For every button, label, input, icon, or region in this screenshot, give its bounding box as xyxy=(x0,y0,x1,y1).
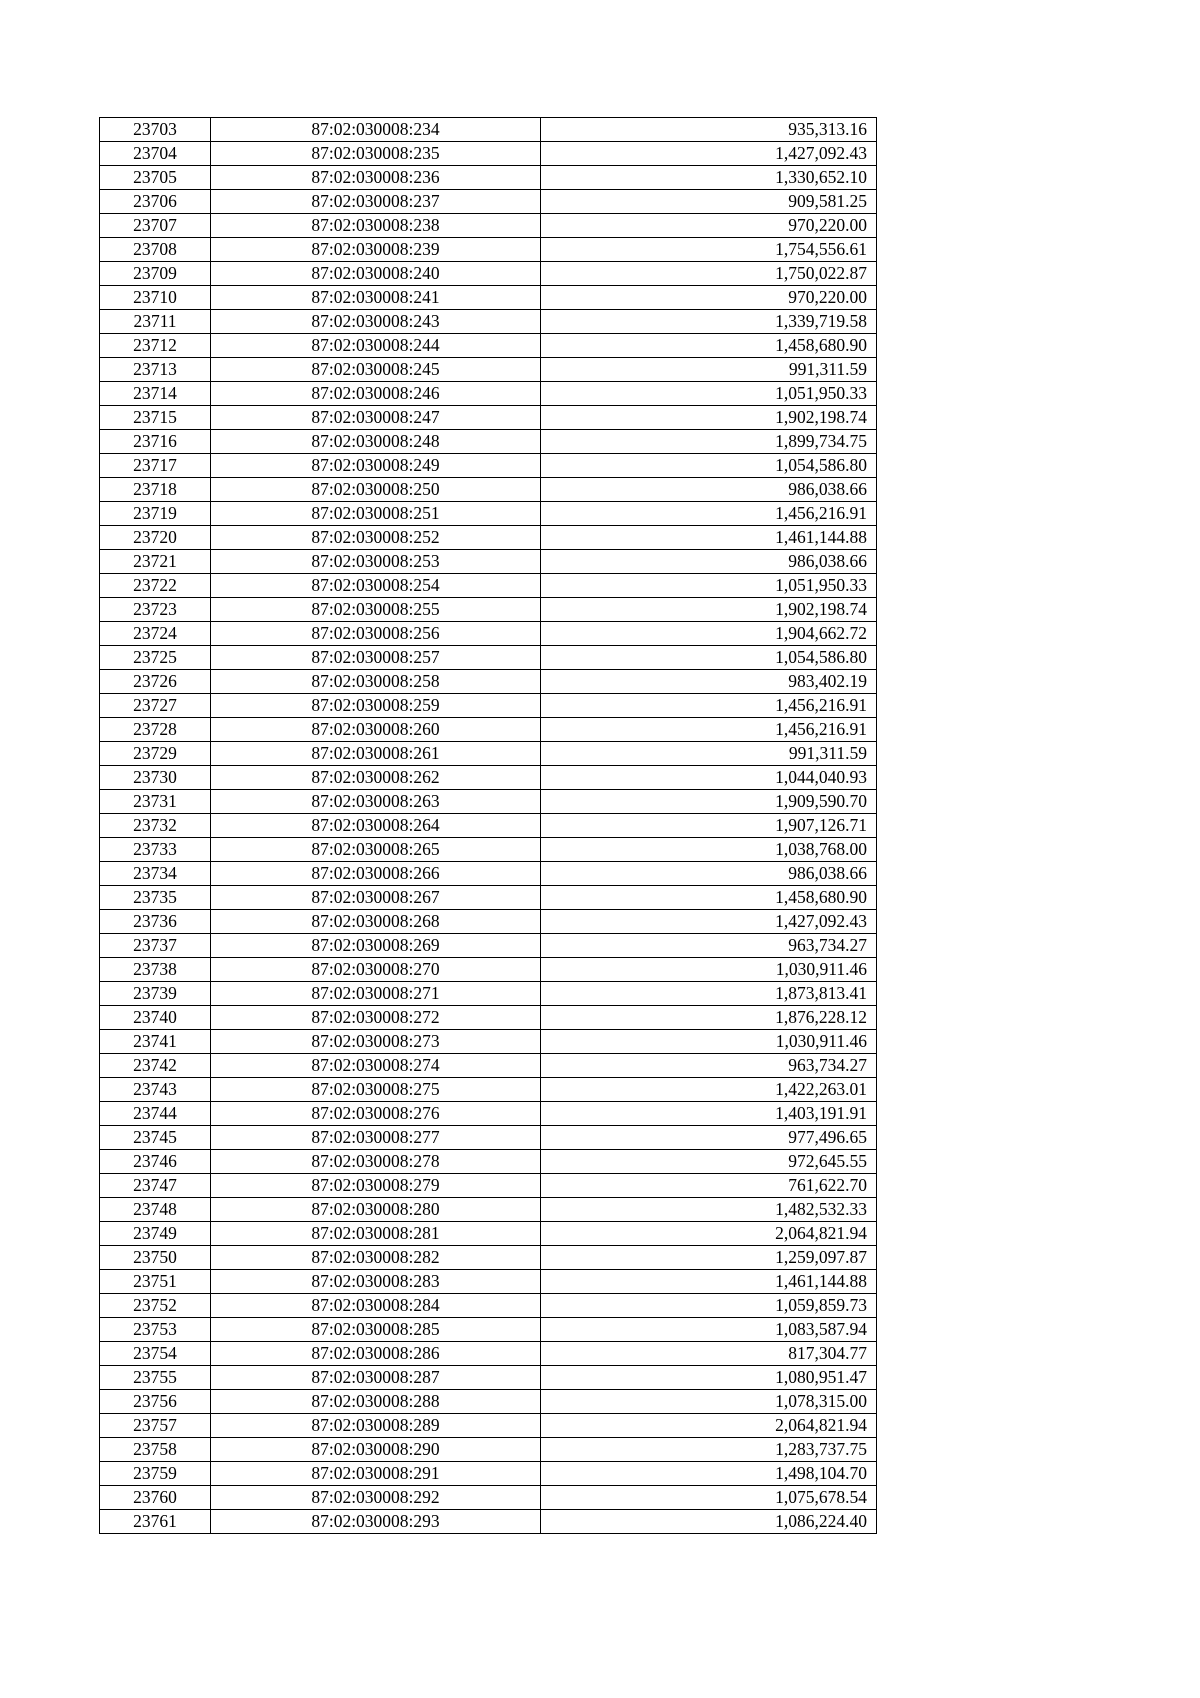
row-number-cell: 23733 xyxy=(100,838,211,862)
cadastral-value-cell: 1,899,734.75 xyxy=(541,430,877,454)
row-number-cell: 23739 xyxy=(100,982,211,1006)
cadastral-number-cell: 87:02:030008:287 xyxy=(211,1366,541,1390)
cadastral-number-cell: 87:02:030008:279 xyxy=(211,1174,541,1198)
table-row xyxy=(100,718,877,742)
cadastral-number-cell: 87:02:030008:278 xyxy=(211,1150,541,1174)
cadastral-value-cell: 1,044,040.93 xyxy=(541,766,877,790)
cadastral-number-cell: 87:02:030008:238 xyxy=(211,214,541,238)
table-row xyxy=(100,886,877,910)
cadastral-value-cell: 1,259,097.87 xyxy=(541,1246,877,1270)
cadastral-number-cell: 87:02:030008:280 xyxy=(211,1198,541,1222)
table-row xyxy=(100,1078,877,1102)
row-number-cell: 23720 xyxy=(100,526,211,550)
cadastral-number-cell: 87:02:030008:245 xyxy=(211,358,541,382)
table-row xyxy=(100,1414,877,1438)
table-row xyxy=(100,478,877,502)
table-row xyxy=(100,1390,877,1414)
table-row xyxy=(100,862,877,886)
cadastral-value-cell: 1,403,191.91 xyxy=(541,1102,877,1126)
cadastral-value-cell: 817,304.77 xyxy=(541,1342,877,1366)
cadastral-value-cell: 1,909,590.70 xyxy=(541,790,877,814)
cadastral-number-cell: 87:02:030008:252 xyxy=(211,526,541,550)
cadastral-number-cell: 87:02:030008:277 xyxy=(211,1126,541,1150)
cadastral-value-cell: 1,902,198.74 xyxy=(541,406,877,430)
table-row xyxy=(100,1270,877,1294)
cadastral-number-cell: 87:02:030008:244 xyxy=(211,334,541,358)
row-number-cell: 23731 xyxy=(100,790,211,814)
row-number-cell: 23745 xyxy=(100,1126,211,1150)
cadastral-number-cell: 87:02:030008:247 xyxy=(211,406,541,430)
row-number-cell: 23748 xyxy=(100,1198,211,1222)
row-number-cell: 23750 xyxy=(100,1246,211,1270)
table-row xyxy=(100,790,877,814)
table-row xyxy=(100,1246,877,1270)
table-row xyxy=(100,1510,877,1534)
cadastral-value-cell: 1,422,263.01 xyxy=(541,1078,877,1102)
table-row xyxy=(100,190,877,214)
table-row xyxy=(100,1294,877,1318)
table-row xyxy=(100,574,877,598)
cadastral-value-cell: 1,873,813.41 xyxy=(541,982,877,1006)
cadastral-number-cell: 87:02:030008:266 xyxy=(211,862,541,886)
cadastral-value-cell: 1,086,224.40 xyxy=(541,1510,877,1534)
cadastral-number-cell: 87:02:030008:290 xyxy=(211,1438,541,1462)
table-row xyxy=(100,1438,877,1462)
row-number-cell: 23722 xyxy=(100,574,211,598)
row-number-cell: 23714 xyxy=(100,382,211,406)
row-number-cell: 23706 xyxy=(100,190,211,214)
row-number-cell: 23708 xyxy=(100,238,211,262)
cadastral-number-cell: 87:02:030008:239 xyxy=(211,238,541,262)
row-number-cell: 23709 xyxy=(100,262,211,286)
row-number-cell: 23712 xyxy=(100,334,211,358)
row-number-cell: 23735 xyxy=(100,886,211,910)
row-number-cell: 23754 xyxy=(100,1342,211,1366)
table-row xyxy=(100,1054,877,1078)
cadastral-value-cell: 986,038.66 xyxy=(541,478,877,502)
cadastral-value-cell: 1,456,216.91 xyxy=(541,502,877,526)
row-number-cell: 23725 xyxy=(100,646,211,670)
cadastral-number-cell: 87:02:030008:291 xyxy=(211,1462,541,1486)
cadastral-value-cell: 1,330,652.10 xyxy=(541,166,877,190)
table-row xyxy=(100,286,877,310)
row-number-cell: 23736 xyxy=(100,910,211,934)
cadastral-number-cell: 87:02:030008:257 xyxy=(211,646,541,670)
row-number-cell: 23729 xyxy=(100,742,211,766)
row-number-cell: 23726 xyxy=(100,670,211,694)
cadastral-number-cell: 87:02:030008:255 xyxy=(211,598,541,622)
cadastral-value-cell: 2,064,821.94 xyxy=(541,1222,877,1246)
row-number-cell: 23710 xyxy=(100,286,211,310)
cadastral-number-cell: 87:02:030008:258 xyxy=(211,670,541,694)
row-number-cell: 23721 xyxy=(100,550,211,574)
table-row xyxy=(100,838,877,862)
row-number-cell: 23737 xyxy=(100,934,211,958)
row-number-cell: 23755 xyxy=(100,1366,211,1390)
table-row xyxy=(100,1198,877,1222)
cadastral-value-cell: 1,075,678.54 xyxy=(541,1486,877,1510)
cadastral-value-cell: 1,458,680.90 xyxy=(541,886,877,910)
cadastral-number-cell: 87:02:030008:286 xyxy=(211,1342,541,1366)
cadastral-number-cell: 87:02:030008:234 xyxy=(211,118,541,142)
table-row xyxy=(100,502,877,526)
row-number-cell: 23723 xyxy=(100,598,211,622)
cadastral-value-cell: 1,038,768.00 xyxy=(541,838,877,862)
row-number-cell: 23740 xyxy=(100,1006,211,1030)
cadastral-number-cell: 87:02:030008:271 xyxy=(211,982,541,1006)
table-row xyxy=(100,910,877,934)
row-number-cell: 23705 xyxy=(100,166,211,190)
cadastral-value-cell: 1,427,092.43 xyxy=(541,142,877,166)
table-row xyxy=(100,958,877,982)
cadastral-value-cell: 963,734.27 xyxy=(541,1054,877,1078)
table-row xyxy=(100,814,877,838)
table-row xyxy=(100,238,877,262)
cadastral-number-cell: 87:02:030008:283 xyxy=(211,1270,541,1294)
cadastral-value-cell: 1,083,587.94 xyxy=(541,1318,877,1342)
cadastral-value-cell: 1,456,216.91 xyxy=(541,718,877,742)
cadastral-number-cell: 87:02:030008:292 xyxy=(211,1486,541,1510)
cadastral-value-cell: 991,311.59 xyxy=(541,742,877,766)
cadastral-value-cell: 1,904,662.72 xyxy=(541,622,877,646)
row-number-cell: 23738 xyxy=(100,958,211,982)
table-row xyxy=(100,214,877,238)
cadastral-number-cell: 87:02:030008:265 xyxy=(211,838,541,862)
cadastral-number-cell: 87:02:030008:264 xyxy=(211,814,541,838)
row-number-cell: 23759 xyxy=(100,1462,211,1486)
row-number-cell: 23746 xyxy=(100,1150,211,1174)
cadastral-value-cell: 1,427,092.43 xyxy=(541,910,877,934)
cadastral-value-cell: 1,461,144.88 xyxy=(541,526,877,550)
table-row xyxy=(100,1150,877,1174)
row-number-cell: 23753 xyxy=(100,1318,211,1342)
table-row xyxy=(100,1030,877,1054)
cadastral-value-cell: 1,054,586.80 xyxy=(541,454,877,478)
cadastral-number-cell: 87:02:030008:276 xyxy=(211,1102,541,1126)
cadastral-value-cell: 1,051,950.33 xyxy=(541,574,877,598)
row-number-cell: 23711 xyxy=(100,310,211,334)
cadastral-number-cell: 87:02:030008:282 xyxy=(211,1246,541,1270)
cadastral-value-cell: 1,902,198.74 xyxy=(541,598,877,622)
row-number-cell: 23703 xyxy=(100,118,211,142)
table-row xyxy=(100,742,877,766)
cadastral-value-cell: 1,754,556.61 xyxy=(541,238,877,262)
table-row xyxy=(100,334,877,358)
table-row xyxy=(100,982,877,1006)
row-number-cell: 23744 xyxy=(100,1102,211,1126)
cadastral-number-cell: 87:02:030008:285 xyxy=(211,1318,541,1342)
cadastral-value-cell: 935,313.16 xyxy=(541,118,877,142)
row-number-cell: 23743 xyxy=(100,1078,211,1102)
cadastral-number-cell: 87:02:030008:293 xyxy=(211,1510,541,1534)
cadastral-number-cell: 87:02:030008:235 xyxy=(211,142,541,166)
row-number-cell: 23751 xyxy=(100,1270,211,1294)
cadastral-value-cell: 1,482,532.33 xyxy=(541,1198,877,1222)
cadastral-number-cell: 87:02:030008:284 xyxy=(211,1294,541,1318)
cadastral-number-cell: 87:02:030008:250 xyxy=(211,478,541,502)
cadastral-value-cell: 977,496.65 xyxy=(541,1126,877,1150)
cadastral-number-cell: 87:02:030008:253 xyxy=(211,550,541,574)
cadastral-value-cell: 983,402.19 xyxy=(541,670,877,694)
row-number-cell: 23724 xyxy=(100,622,211,646)
table-row xyxy=(100,766,877,790)
cadastral-number-cell: 87:02:030008:261 xyxy=(211,742,541,766)
cadastral-value-cell: 970,220.00 xyxy=(541,286,877,310)
table-row xyxy=(100,166,877,190)
cadastral-number-cell: 87:02:030008:243 xyxy=(211,310,541,334)
table-row xyxy=(100,646,877,670)
cadastral-number-cell: 87:02:030008:259 xyxy=(211,694,541,718)
table-row xyxy=(100,1342,877,1366)
table-row xyxy=(100,1174,877,1198)
cadastral-value-cell: 1,059,859.73 xyxy=(541,1294,877,1318)
table-row xyxy=(100,358,877,382)
table-row xyxy=(100,934,877,958)
table-row xyxy=(100,1126,877,1150)
cadastral-value-cell: 970,220.00 xyxy=(541,214,877,238)
cadastral-number-cell: 87:02:030008:256 xyxy=(211,622,541,646)
cadastral-number-cell: 87:02:030008:251 xyxy=(211,502,541,526)
cadastral-value-cell: 972,645.55 xyxy=(541,1150,877,1174)
cadastral-value-cell: 986,038.66 xyxy=(541,862,877,886)
table-row xyxy=(100,1222,877,1246)
cadastral-value-cell: 991,311.59 xyxy=(541,358,877,382)
row-number-cell: 23728 xyxy=(100,718,211,742)
cadastral-value-cell: 1,283,737.75 xyxy=(541,1438,877,1462)
cadastral-number-cell: 87:02:030008:268 xyxy=(211,910,541,934)
cadastral-number-cell: 87:02:030008:240 xyxy=(211,262,541,286)
cadastral-value-cell: 1,461,144.88 xyxy=(541,1270,877,1294)
cadastral-value-cell: 1,876,228.12 xyxy=(541,1006,877,1030)
cadastral-value-cell: 986,038.66 xyxy=(541,550,877,574)
cadastral-value-cell: 761,622.70 xyxy=(541,1174,877,1198)
cadastral-value-cell: 1,907,126.71 xyxy=(541,814,877,838)
table-row xyxy=(100,262,877,286)
table-row xyxy=(100,1318,877,1342)
cadastral-value-cell: 1,030,911.46 xyxy=(541,1030,877,1054)
row-number-cell: 23734 xyxy=(100,862,211,886)
cadastral-value-cell: 1,456,216.91 xyxy=(541,694,877,718)
cadastral-value-cell: 2,064,821.94 xyxy=(541,1414,877,1438)
cadastral-number-cell: 87:02:030008:236 xyxy=(211,166,541,190)
table-row xyxy=(100,598,877,622)
row-number-cell: 23760 xyxy=(100,1486,211,1510)
table-row xyxy=(100,382,877,406)
row-number-cell: 23727 xyxy=(100,694,211,718)
cadastral-number-cell: 87:02:030008:281 xyxy=(211,1222,541,1246)
row-number-cell: 23761 xyxy=(100,1510,211,1534)
table-row xyxy=(100,1366,877,1390)
table-row xyxy=(100,670,877,694)
cadastral-value-cell: 1,339,719.58 xyxy=(541,310,877,334)
row-number-cell: 23707 xyxy=(100,214,211,238)
cadastral-number-cell: 87:02:030008:275 xyxy=(211,1078,541,1102)
cadastral-value-cell: 1,458,680.90 xyxy=(541,334,877,358)
table-row xyxy=(100,694,877,718)
row-number-cell: 23716 xyxy=(100,430,211,454)
table-row xyxy=(100,526,877,550)
table-body xyxy=(100,118,877,1534)
row-number-cell: 23719 xyxy=(100,502,211,526)
cadastral-number-cell: 87:02:030008:273 xyxy=(211,1030,541,1054)
table-row xyxy=(100,550,877,574)
cadastral-value-cell: 1,498,104.70 xyxy=(541,1462,877,1486)
cadastral-value-cell: 963,734.27 xyxy=(541,934,877,958)
cadastral-number-cell: 87:02:030008:263 xyxy=(211,790,541,814)
cadastral-number-cell: 87:02:030008:260 xyxy=(211,718,541,742)
row-number-cell: 23742 xyxy=(100,1054,211,1078)
row-number-cell: 23730 xyxy=(100,766,211,790)
row-number-cell: 23717 xyxy=(100,454,211,478)
cadastral-number-cell: 87:02:030008:272 xyxy=(211,1006,541,1030)
row-number-cell: 23713 xyxy=(100,358,211,382)
cadastral-number-cell: 87:02:030008:246 xyxy=(211,382,541,406)
cadastral-value-cell: 1,080,951.47 xyxy=(541,1366,877,1390)
cadastral-number-cell: 87:02:030008:270 xyxy=(211,958,541,982)
table-row xyxy=(100,1102,877,1126)
cadastral-value-cell: 1,054,586.80 xyxy=(541,646,877,670)
table-row xyxy=(100,406,877,430)
row-number-cell: 23757 xyxy=(100,1414,211,1438)
cadastral-number-cell: 87:02:030008:289 xyxy=(211,1414,541,1438)
cadastral-number-cell: 87:02:030008:262 xyxy=(211,766,541,790)
cadastral-number-cell: 87:02:030008:237 xyxy=(211,190,541,214)
row-number-cell: 23704 xyxy=(100,142,211,166)
cadastral-value-cell: 1,030,911.46 xyxy=(541,958,877,982)
cadastral-value-cell: 909,581.25 xyxy=(541,190,877,214)
cadastral-number-cell: 87:02:030008:274 xyxy=(211,1054,541,1078)
row-number-cell: 23732 xyxy=(100,814,211,838)
row-number-cell: 23741 xyxy=(100,1030,211,1054)
table-row xyxy=(100,310,877,334)
cadastral-number-cell: 87:02:030008:269 xyxy=(211,934,541,958)
cadastral-number-cell: 87:02:030008:267 xyxy=(211,886,541,910)
row-number-cell: 23756 xyxy=(100,1390,211,1414)
table-row xyxy=(100,1006,877,1030)
table-row xyxy=(100,622,877,646)
row-number-cell: 23752 xyxy=(100,1294,211,1318)
table-row xyxy=(100,430,877,454)
cadastral-value-cell: 1,078,315.00 xyxy=(541,1390,877,1414)
cadastral-number-cell: 87:02:030008:249 xyxy=(211,454,541,478)
table-row xyxy=(100,1486,877,1510)
cadastral-number-cell: 87:02:030008:248 xyxy=(211,430,541,454)
row-number-cell: 23749 xyxy=(100,1222,211,1246)
cadastral-number-cell: 87:02:030008:288 xyxy=(211,1390,541,1414)
cadastral-number-cell: 87:02:030008:241 xyxy=(211,286,541,310)
table-row xyxy=(100,1462,877,1486)
cadastral-value-cell: 1,750,022.87 xyxy=(541,262,877,286)
row-number-cell: 23747 xyxy=(100,1174,211,1198)
row-number-cell: 23715 xyxy=(100,406,211,430)
cadastral-value-table xyxy=(99,117,877,1534)
table-row xyxy=(100,142,877,166)
cadastral-number-cell: 87:02:030008:254 xyxy=(211,574,541,598)
row-number-cell: 23718 xyxy=(100,478,211,502)
table-row xyxy=(100,118,877,142)
table-row xyxy=(100,454,877,478)
row-number-cell: 23758 xyxy=(100,1438,211,1462)
cadastral-value-cell: 1,051,950.33 xyxy=(541,382,877,406)
